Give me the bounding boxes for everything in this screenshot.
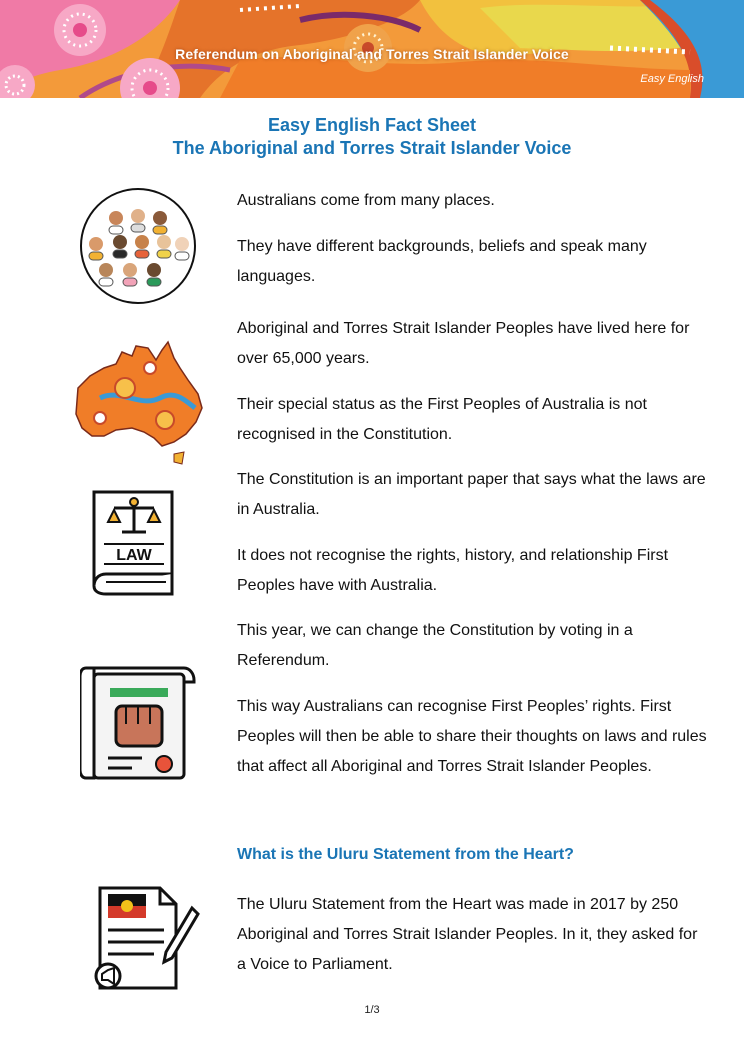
law-book-icon	[88, 488, 178, 603]
paragraph-special-status: Their special status as the First Peoples of Australia is not recognised in the Constitution.	[237, 396, 647, 443]
paragraph-referendum: This year, we can change the Constitution by voting in a Referendum.	[237, 622, 633, 669]
paragraph-not-recognised: It does not recognise the rights, history, and relationship First Peoples have with Australia.	[237, 547, 669, 594]
document-titles	[0, 114, 744, 160]
law-book-label: LAW	[116, 547, 152, 564]
page-subtitle: The Aboriginal and Torres Strait Islander Voice	[172, 138, 572, 158]
paragraph-origins: Australians come from many places.	[237, 192, 495, 209]
page-title: Easy English Fact Sheet	[267, 115, 477, 135]
page-number: 1/3	[364, 1004, 380, 1016]
section-heading-uluru: What is the Uluru Statement from the Heart?	[237, 846, 574, 863]
header-banner	[0, 0, 744, 98]
australia-map-icon	[70, 338, 210, 473]
paragraph-constitution-definition: The Constitution is an important paper that says what the laws are in Australia.	[237, 471, 706, 518]
raised-fist-document-icon	[80, 664, 200, 789]
diverse-people-icon	[78, 186, 198, 311]
paragraph-recognise-rights: This way Australians can recognise First Peoples’ rights. First Peoples will then be able to share their thoughts on laws and rules that affect all Aboriginal and Torres Strait Islander Peoples.	[237, 698, 707, 775]
paragraph-65000-years: Aboriginal and Torres Strait Islander Peoples have lived here for over 65,000 years.	[237, 320, 690, 367]
statement-document-flag-icon	[94, 884, 204, 999]
paragraph-uluru-statement: The Uluru Statement from the Heart was made in 2017 by 250 Aboriginal and Torres Strait Islander Peoples. In it, they asked for a Voice to Parliament.	[237, 896, 698, 973]
banner-subtitle: Easy English	[640, 73, 704, 85]
paragraph-backgrounds: They have different backgrounds, beliefs and speak many languages.	[237, 238, 647, 285]
banner-title: Referendum on Aboriginal and Torres Strait Islander Voice	[175, 46, 569, 62]
